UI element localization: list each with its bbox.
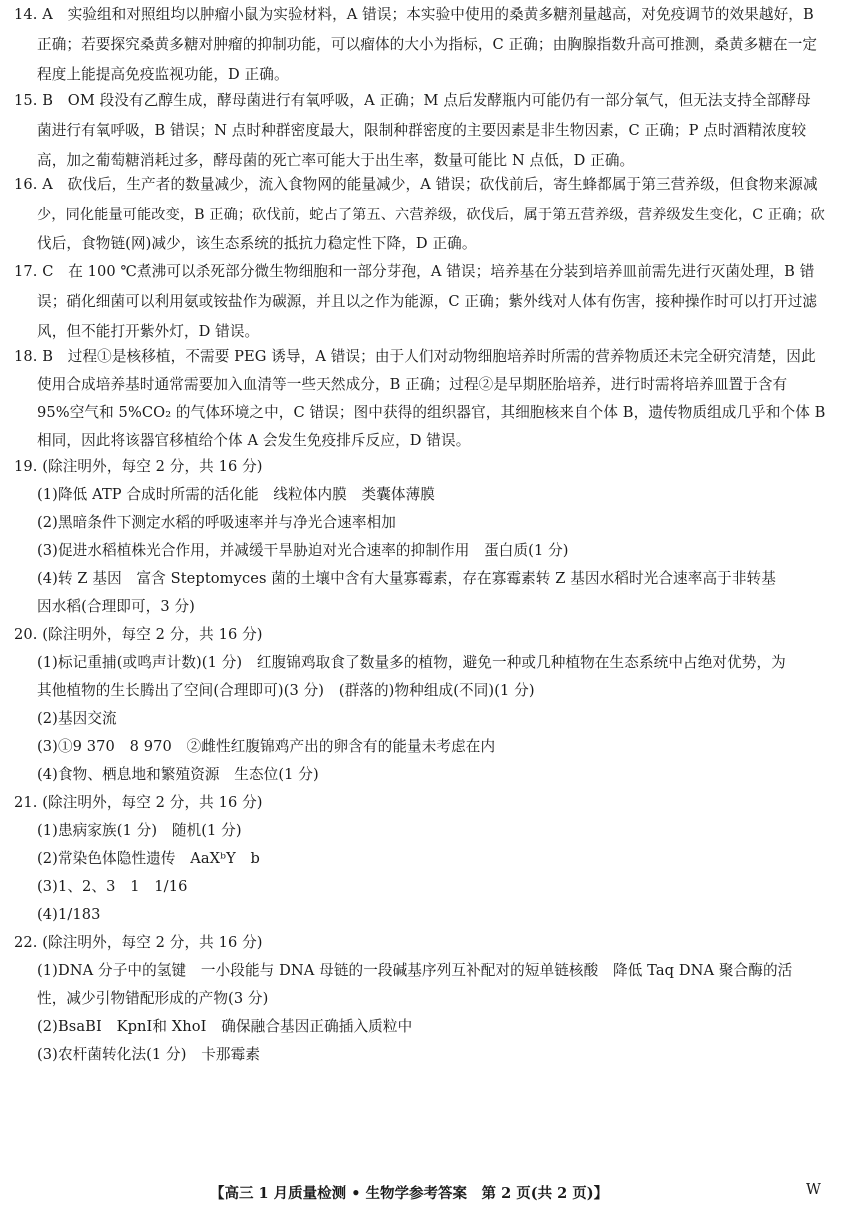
- answer-line: 95%空气和 5%CO₂ 的气体环境之中，C 错误；图中获得的组织器官，其细胞核来自个体 B，遗传物质组成几乎和个体 B: [37, 404, 826, 421]
- answer-line: (1)标记重捕(或鸣声计数)(1 分) 红腹锦鸡取食了数量多的植物，避免一种或几种植物在生态系统中占绝对优势，为: [37, 654, 786, 671]
- answer-line: (4)食物、栖息地和繁殖资源 生态位(1 分): [37, 766, 319, 783]
- answer-line: 伐后，食物链(网)减少，该生态系统的抵抗力稳定性下降，D 正确。: [37, 235, 477, 252]
- footer-title: 【高三 1 月质量检测 • 生物学参考答案 第 2 页(共 2 页)】: [210, 1185, 609, 1202]
- answer-line: 14. A 实验组和对照组均以肿瘤小鼠为实验材料，A 错误；本实验中使用的桑黄多糖剂量越高，对免疫调节的效果越好，B: [14, 6, 814, 23]
- answer-line: 因水稻(合理即可，3 分): [37, 598, 195, 615]
- answer-line: (3)农杆菌转化法(1 分) 卡那霉素: [37, 1046, 261, 1063]
- answer-line: (2)常染色体隐性遗传 AaXᵇY b: [37, 850, 260, 867]
- answer-line: (2)黑暗条件下测定水稻的呼吸速率并与净光合速率相加: [37, 514, 396, 531]
- answer-line: 相同，因此将该器官移植给个体 A 会发生免疫排斥反应，D 错误。: [37, 432, 471, 449]
- answer-heading: 19. (除注明外，每空 2 分，共 16 分): [14, 458, 263, 475]
- answer-line: 风，但不能打开紫外灯，D 错误。: [37, 323, 260, 340]
- answer-line: 15. B OM 段没有乙醇生成，酵母菌进行有氧呼吸，A 正确；M 点后发酵瓶内可能仍有一部分氧气，但无法支持全部酵母: [14, 92, 811, 109]
- answer-line: (4)转 Z 基因 富含 Steptomyces 菌的土壤中含有大量寡霉素，存在寡霉素转 Z 基因水稻时光合速率高于非转基: [37, 570, 776, 587]
- page-footer: [0, 1182, 844, 1204]
- answer-heading: 20. (除注明外，每空 2 分，共 16 分): [14, 626, 263, 643]
- answer-line: 17. C 在 100 ℃煮沸可以杀死部分微生物细胞和一部分芽孢，A 错误；培养基在分装到培养皿前需先进行灭菌处理，B 错: [14, 263, 815, 280]
- answer-line: 使用合成培养基时通常需要加入血清等一些天然成分，B 正确；过程②是早期胚胎培养，进行时需将培养皿置于含有: [37, 376, 788, 393]
- answer-line: 程度上能提高免疫监视功能，D 正确。: [37, 66, 289, 83]
- answer-line: 高，加之葡萄糖消耗过多，酵母菌的死亡率可能大于出生率，数量可能比 N 点低，D 正确。: [37, 152, 635, 169]
- answer-line: 正确；若要探究桑黄多糖对肿瘤的抑制功能，可以瘤体的大小为指标，C 正确；由胸腺指数升高可推测，桑黄多糖在一定: [37, 36, 818, 53]
- answer-line: (3)1、2、3 1 1/16: [37, 878, 188, 895]
- answer-line: 其他植物的生长腾出了空间(合理即可)(3 分) (群落的)物种组成(不同)(1 分): [37, 682, 535, 699]
- answer-line: 16. A 砍伐后，生产者的数量减少，流入食物网的能量减少，A 错误；砍伐前后，寄生蜂都属于第三营养级，但食物来源减: [14, 176, 818, 193]
- answer-line: (3)促进水稻植株光合作用，并减缓干旱胁迫对光合速率的抑制作用 蛋白质(1 分): [37, 542, 569, 559]
- answer-line: (1)降低 ATP 合成时所需的活化能 线粒体内膜 类囊体薄膜: [37, 486, 436, 503]
- answer-line: 误；硝化细菌可以利用氨或铵盐作为碳源，并且以之作为能源，C 正确；紫外线对人体有伤害，接种操作时可以打开过滤: [37, 293, 818, 310]
- answer-heading: 21. (除注明外，每空 2 分，共 16 分): [14, 794, 263, 811]
- answer-heading: 22. (除注明外，每空 2 分，共 16 分): [14, 934, 263, 951]
- answer-line: 少，同化能量可能改变，B 正确；砍伐前，蛇占了第五、六营养级，砍伐后，属于第五营养级，营养级发生变化，C 正确；砍: [37, 207, 825, 223]
- answer-line: (2)BsaBⅠ KpnⅠ和 XhoⅠ 确保融合基因正确插入质粒中: [37, 1018, 413, 1035]
- answer-line: (4)1/183: [37, 906, 101, 923]
- answer-line: (2)基因交流: [37, 710, 117, 727]
- answer-line: (3)①9 370 8 970 ②雌性红腹锦鸡产出的卵含有的能量未考虑在内: [37, 738, 496, 755]
- answer-line: 性，减少引物错配形成的产物(3 分): [37, 990, 269, 1007]
- answer-line: (1)患病家族(1 分) 随机(1 分): [37, 822, 242, 839]
- footer-mark: W: [806, 1182, 821, 1198]
- answer-line: 菌进行有氧呼吸，B 错误；N 点时种群密度最大，限制种群密度的主要因素是非生物因素，C 正确；P 点时酒精浓度较: [37, 122, 807, 139]
- answer-line: 18. B 过程①是核移植，不需要 PEG 诱导，A 错误；由于人们对动物细胞培养时所需的营养物质还未完全研究清楚，因此: [14, 348, 816, 365]
- answer-line: (1)DNA 分子中的氢键 一小段能与 DNA 母链的一段碱基序列互补配对的短单链核酸 降低 Taq DNA 聚合酶的活: [37, 962, 793, 979]
